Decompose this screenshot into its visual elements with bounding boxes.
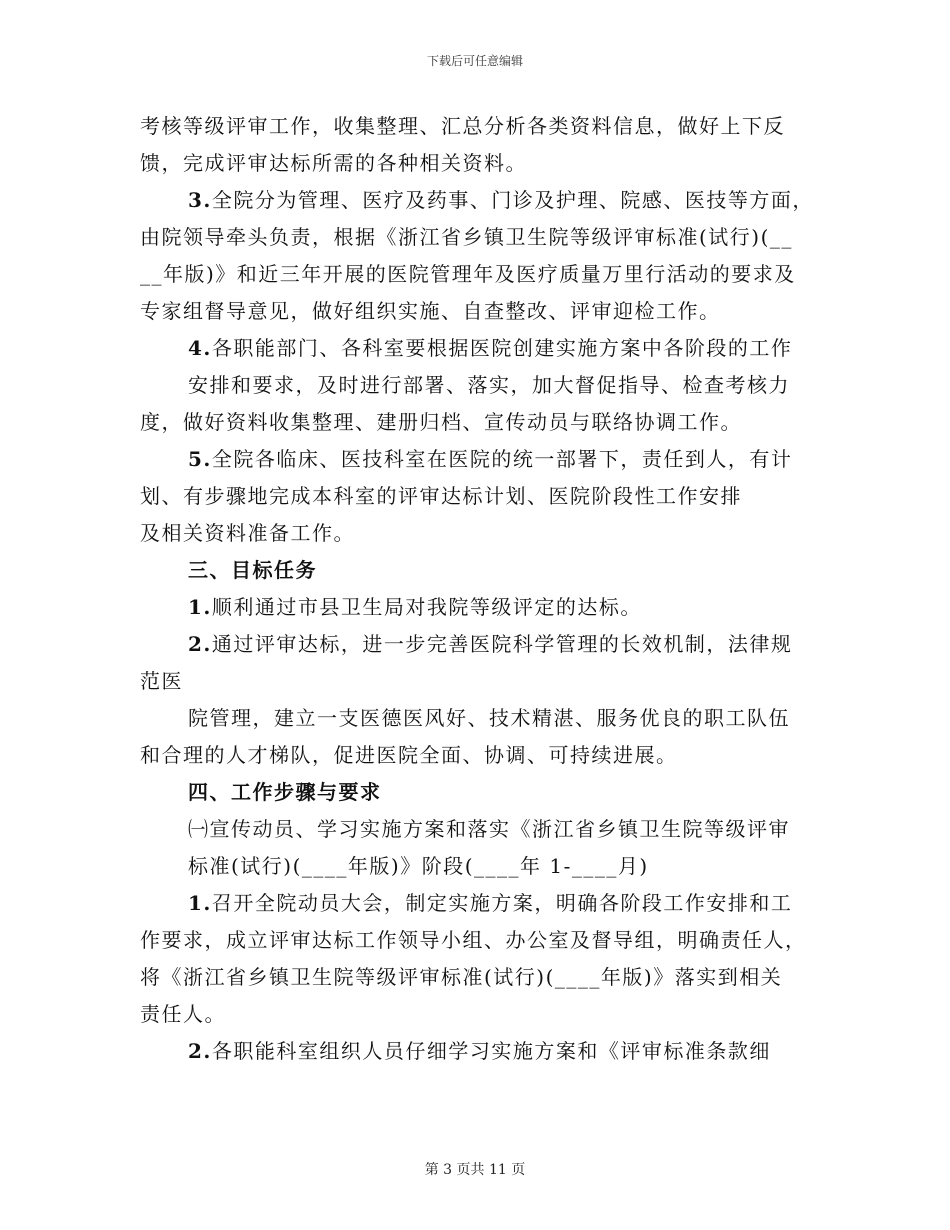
- line-text: 和合理的人才梯队，促进医院全面、协调、可持续进展。: [140, 743, 678, 767]
- item-number: 5.: [188, 447, 212, 471]
- text-line: [140, 145, 810, 182]
- line-text: 责任人。: [140, 1002, 226, 1026]
- text-line: [140, 700, 810, 737]
- text-line: [140, 626, 810, 663]
- line-text: 召开全院动员大会，制定实施方案，明确各阶段工作安排和工: [211, 891, 793, 915]
- line-text: 安排和要求，及时进行部署、落实，加大督促指导、检查考核力: [188, 373, 790, 397]
- item-number: 1.: [188, 891, 212, 915]
- line-text: 由院领导牵头负责，根据《浙江省乡镇卫生院等级评审标准(试行)(__: [140, 225, 793, 249]
- page-footer: 第 3 页共 11 页: [424, 1162, 526, 1178]
- item-number: 1.: [188, 595, 212, 619]
- text-line: [140, 996, 810, 1033]
- line-text: 全院分为管理、医疗及药事、门诊及护理、院感、医技等方面，: [211, 188, 814, 212]
- line-text: 及相关资料准备工作。: [140, 521, 355, 545]
- line-text: 度，做好资料收集整理、建册归档、宣传动员与联络协调工作。: [140, 410, 742, 434]
- item-number: 4.: [188, 336, 212, 360]
- text-line: [140, 1033, 810, 1070]
- item-number: 2.: [188, 632, 212, 656]
- line-text: __年版)》和近三年开展的医院管理年及医疗质量万里行活动的要求及: [140, 262, 796, 286]
- line-text: 专家组督导意见，做好组织实施、自查整改、评审迎检工作。: [140, 299, 721, 323]
- line-text: 考核等级评审工作，收集整理、汇总分析各类资料信息，做好上下反: [140, 114, 785, 138]
- line-text: 全院各临床、医技科室在医院的统一部署下，责任到人，有计: [211, 447, 793, 471]
- section-heading: [140, 552, 810, 589]
- line-text: 各职能科室组织人员仔细学习实施方案和《评审标准条款细: [211, 1039, 771, 1063]
- line-text: 划、有步骤地完成本科室的评审达标计划、医院阶段性工作安排: [140, 484, 742, 508]
- line-text: 标准(试行)(____年版)》阶段(____年 1-____月): [188, 854, 649, 878]
- text-line: [140, 367, 810, 404]
- text-line: [140, 848, 810, 885]
- text-line: [140, 478, 810, 515]
- text-line: [140, 811, 810, 848]
- text-line: [140, 404, 810, 441]
- line-text: 将《浙江省乡镇卫生院等级评审标准(试行)(____年版)》落实到相关: [140, 965, 783, 989]
- text-line: [140, 293, 810, 330]
- text-line: [140, 663, 810, 700]
- text-line: [140, 959, 810, 996]
- text-line: [140, 219, 810, 256]
- line-text: 院管理，建立一支医德医风好、技术精湛、服务优良的职工队伍: [188, 706, 790, 730]
- line-text: 馈，完成评审达标所需的各种相关资料。: [140, 151, 527, 175]
- text-line: [140, 737, 810, 774]
- line-text: 各职能部门、各科室要根据医院创建实施方案中各阶段的工作: [211, 336, 793, 360]
- item-number: 3.: [188, 188, 212, 212]
- text-line: [140, 108, 810, 145]
- line-text: 通过评审达标，进一步完善医院科学管理的长效机制，法律规: [211, 632, 793, 656]
- line-text: 作要求，成立评审达标工作领导小组、办公室及督导组，明确责任人，: [140, 928, 807, 952]
- document-body: [140, 108, 814, 1070]
- line-text: 顺利通过市县卫生局对我院等级评定的达标。: [211, 595, 642, 619]
- line-text: 三、目标任务: [188, 558, 317, 582]
- item-number: 2.: [188, 1039, 212, 1063]
- line-text: ㈠宣传动员、学习实施方案和落实《浙江省乡镇卫生院等级评审: [188, 817, 790, 841]
- text-line: [140, 515, 810, 552]
- text-line: [140, 441, 810, 478]
- text-line: [140, 922, 810, 959]
- page-header: 下载后可任意编辑: [426, 54, 523, 68]
- section-heading: [140, 774, 810, 811]
- text-line: [140, 330, 810, 367]
- text-line: [140, 182, 814, 219]
- text-line: [140, 885, 810, 922]
- line-text: 范医: [140, 669, 183, 693]
- text-line: [140, 256, 810, 293]
- line-text: 四、工作步骤与要求: [188, 780, 382, 804]
- text-line: [140, 589, 810, 626]
